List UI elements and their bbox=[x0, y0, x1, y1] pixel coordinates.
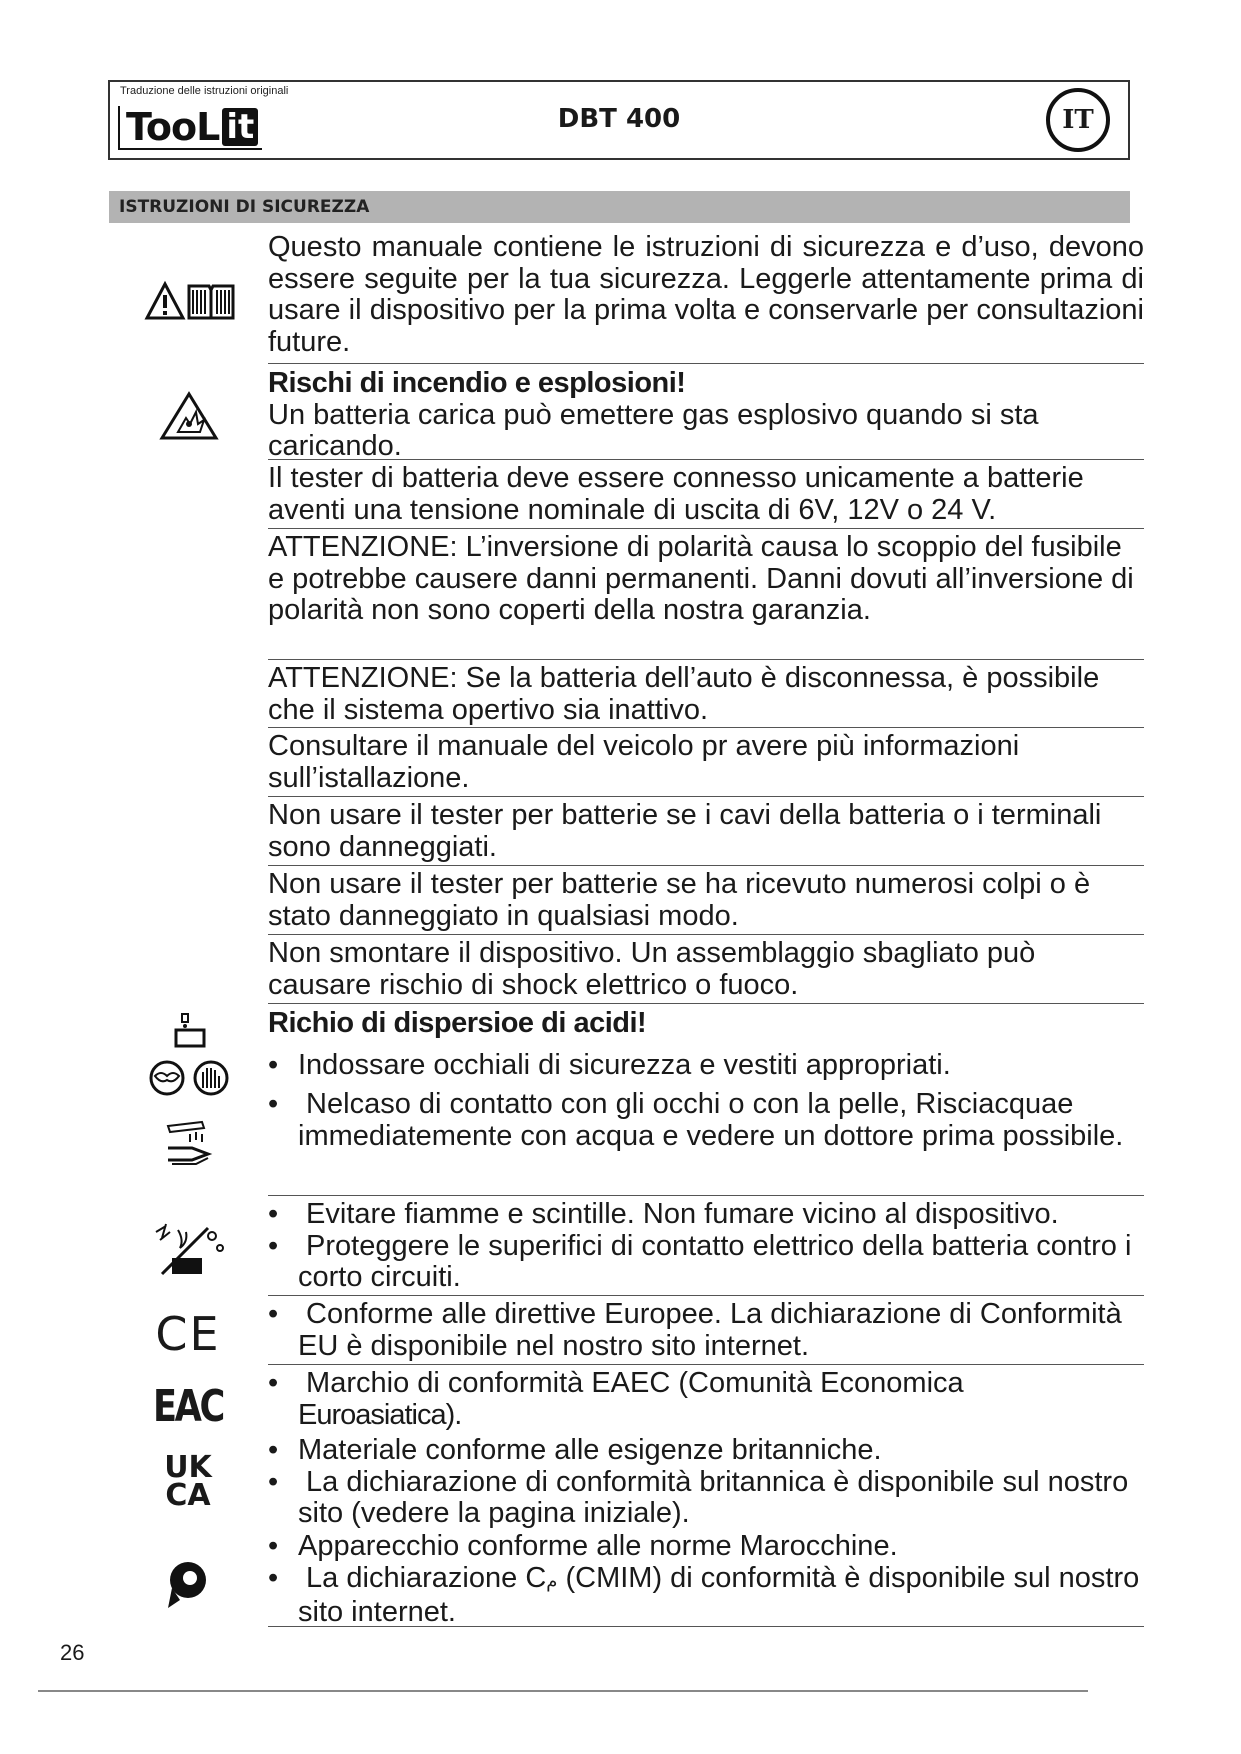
impacts-text: Non usare il tester per batterie se ha ricevuto numerosi colpi o è stato danneggiato in qualsiasi modo. bbox=[268, 868, 1091, 932]
eac-block bbox=[268, 1365, 1144, 1435]
language-badge: IT bbox=[1046, 88, 1110, 152]
acid-block bbox=[268, 1004, 1144, 1196]
polarity-block bbox=[268, 529, 1144, 660]
explosion-warning-icon bbox=[158, 390, 220, 442]
fire-text: Un batteria carica può emettere gas esplosivo quando si sta caricando. bbox=[268, 398, 1039, 462]
flame-bullet-1: • Evitare fiamme e scintille. Non fumare vicino al dispositivo. bbox=[268, 1199, 1144, 1231]
voltage-text: Il tester di batteria deve essere connesso unicamente a batterie aventi una tensione nominale di uscita di 6V, 12V o 24 V. bbox=[268, 462, 1084, 526]
cmim-block bbox=[268, 1529, 1144, 1627]
manual-block bbox=[268, 728, 1144, 797]
no-flame-no-spark-icon bbox=[152, 1222, 226, 1278]
ukca-block bbox=[268, 1435, 1144, 1529]
cmim-bullet-1: • Apparecchio conforme alle norme Marocchine. bbox=[268, 1531, 1144, 1563]
disassembly-block bbox=[268, 935, 1144, 1004]
eac-bullet-line1: Marchio di conformità EAEC (Comunità Economica bbox=[298, 1367, 964, 1399]
flame-block bbox=[268, 1196, 1144, 1296]
eac-bullet-line2: Euroasiatica). bbox=[298, 1398, 462, 1431]
section-title-bar bbox=[109, 191, 1130, 223]
cmim-morocco-icon bbox=[162, 1558, 212, 1612]
voltage-block bbox=[268, 460, 1144, 529]
logo-text: TooL bbox=[126, 105, 220, 149]
disconnect-text: ATTENZIONE: Se la batteria dell’auto è disconnessa, è possibile che il sistema opertivo sia inattivo. bbox=[268, 662, 1100, 726]
acid-bullet-2: • Nelcaso di contatto con gli occhi o con la pelle, Risciacquae immediatemente con acqua e vedere un dottore prima possibile. bbox=[268, 1089, 1144, 1152]
cmim-bullet-2 bbox=[268, 1563, 1144, 1629]
disconnect-block bbox=[268, 660, 1144, 728]
ukca-mark-icon bbox=[158, 1452, 218, 1512]
section-title: ISTRUZIONI DI SICUREZZA bbox=[119, 197, 370, 217]
page-number: 26 bbox=[60, 1640, 85, 1665]
corrosive-hand-icon bbox=[162, 1118, 216, 1170]
manual-text: Consultare il manuale del veicolo pr avere più informazioni sull’istallazione. bbox=[268, 730, 1020, 794]
intro-block bbox=[268, 232, 1144, 364]
impacts-block bbox=[268, 866, 1144, 935]
cmim-mark: م bbox=[546, 1570, 558, 1591]
logo-box: it bbox=[222, 108, 258, 146]
ce-mark-icon: CE bbox=[155, 1307, 221, 1361]
damaged-cables-block bbox=[268, 797, 1144, 866]
ce-bullet: • Conforme alle direttive Europee. La dichiarazione di Conformità EU è disponibile nel nostro sito internet. bbox=[268, 1299, 1144, 1362]
ukca-bullet-1: • Materiale conforme alle esigenze britanniche. bbox=[268, 1435, 1144, 1467]
cmim-bullet-2-rest: (CMIM) di conformità è disponibile sul nostro sito internet. bbox=[298, 1561, 1140, 1628]
acid-bullet-1: • Indossare occhiali di sicurezza e vestiti appropriati. bbox=[268, 1050, 1144, 1082]
disassembly-text: Non smontare il dispositivo. Un assemblaggio sbagliato può causare rischio di shock elettrico o fuoco. bbox=[268, 937, 1036, 1001]
translation-note: Traduzione delle istruzioni originali bbox=[120, 85, 289, 97]
fire-heading: Rischi di incendio e esplosioni! bbox=[268, 367, 686, 399]
flame-bullet-2: • Proteggere le superifici di contatto elettrico della batteria contro i corto circuiti. bbox=[268, 1231, 1144, 1294]
acid-battery-icon bbox=[168, 1010, 210, 1050]
document-header bbox=[108, 80, 1130, 160]
ukca-bullet-2: • La dichiarazione di conformità britannica è disponibile sul nostro sito (vedere la pagina iniziale). bbox=[268, 1467, 1144, 1530]
eac-mark-icon: EAC bbox=[153, 1380, 223, 1432]
polarity-text: ATTENZIONE: L’inversione di polarità causa lo scoppio del fusibile e potrebbe causere danni permanenti. Danni dovuti all’inversione di polarità non sono coperti della nostra garanzia. bbox=[268, 531, 1134, 626]
ce-block bbox=[268, 1296, 1144, 1365]
eac-bullet bbox=[268, 1368, 1144, 1431]
goggles-gloves-icon bbox=[147, 1058, 231, 1098]
ukca-bottom: CA bbox=[165, 1478, 211, 1513]
acid-heading: Richio di dispersioe di acidi! bbox=[268, 1007, 647, 1039]
footer-divider bbox=[38, 1690, 1088, 1692]
damaged-cables-text: Non usare il tester per batterie se i cavi della batteria o i terminali sono danneggiati. bbox=[268, 799, 1102, 863]
intro-text: Questo manuale contiene le istruzioni di sicurezza e d’uso, devono essere seguite per la tua sicurezza. Leggerle attentamente prima di usare il dispositivo per la prima volta e conservarle per consultazioni future. bbox=[268, 231, 1144, 358]
safety-instructions-content bbox=[268, 232, 1144, 1627]
cmim-bullet-2-start: La dichiarazione C bbox=[298, 1561, 547, 1594]
model-title: DBT 400 bbox=[557, 104, 681, 134]
ukca-top: UK bbox=[164, 1450, 212, 1485]
fire-explosion-block bbox=[268, 364, 1144, 460]
warning-read-manual-icon bbox=[143, 278, 235, 322]
